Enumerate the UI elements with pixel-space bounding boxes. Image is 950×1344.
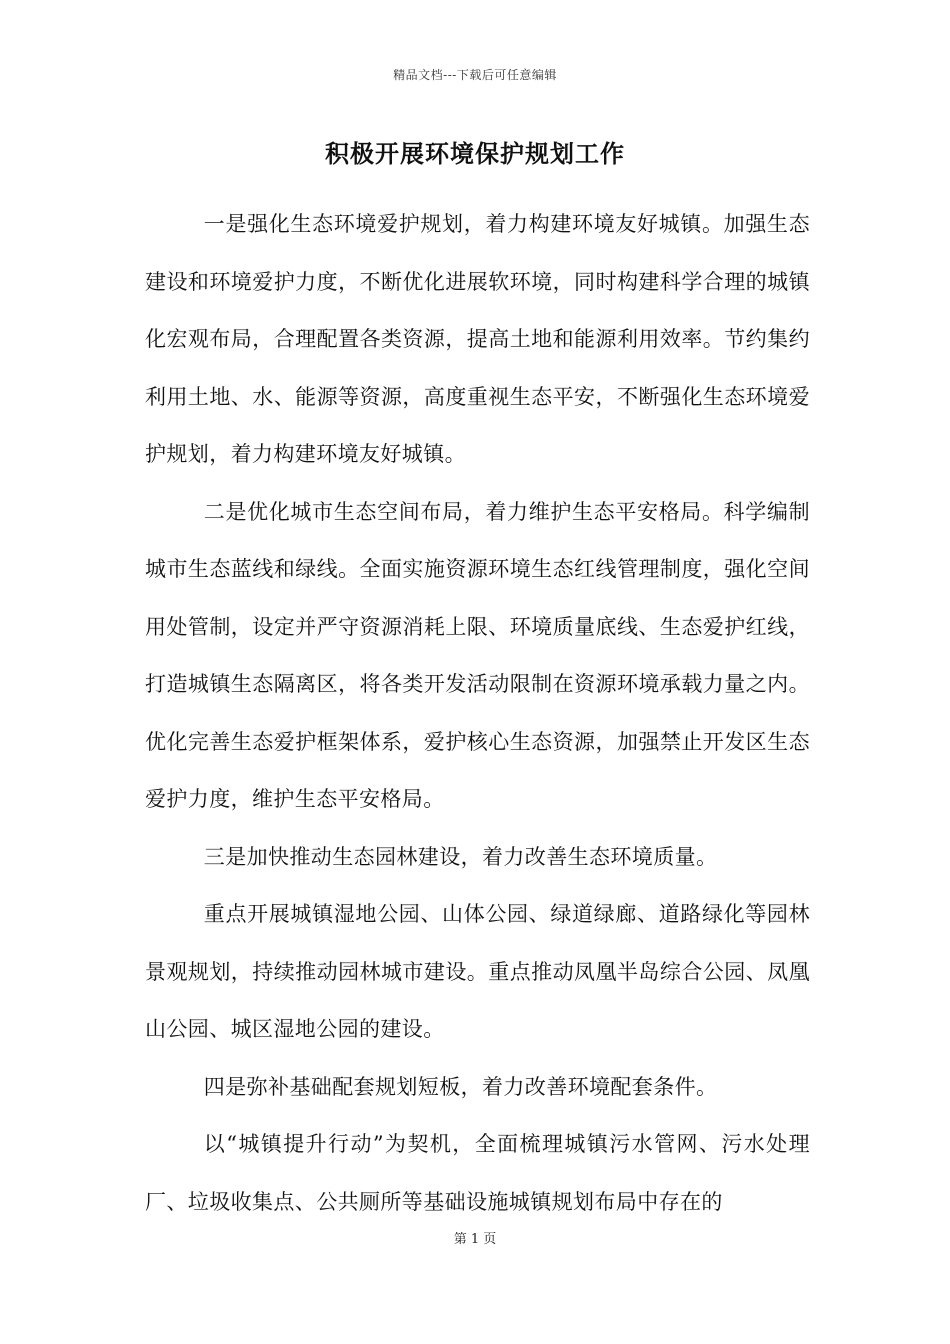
paragraph: 重点开展城镇湿地公园、山体公园、绿道绿廊、道路绿化等园林景观规划，持续推动园林城市建设。重点推动凤凰半岛综合公园、凤凰山公园、城区湿地公园的建设。 (145, 902, 810, 1041)
paragraph: 二是优化城市生态空间布局，着力维护生态平安格局。科学编制城市生态蓝线和绿线。全面实施资源环境生态红线管理制度，强化空间用处管制，设定并严守资源消耗上限、环境质量底线、生态爱护红线，打造城镇生态隔离区，将各类开发活动限制在资源环境承载力量之内。优化完善生态爱护框架体系，爱护核心生态资源，加强禁止开发区生态爱护力度，维护生态平安格局。 (145, 499, 810, 811)
document-title: 积极开展环境保护规划工作 (325, 139, 625, 168)
paragraph: 四是弥补基础配套规划短板，着力改善环境配套条件。 (203, 1074, 718, 1099)
paragraph: 以“城镇提升行动”为契机，全面梳理城镇污水管网、污水处理厂、垃圾收集点、公共厕所等基础设施城镇规划布局中存在的 (145, 1132, 810, 1214)
page-number: 第 1 页 (453, 1232, 497, 1247)
paragraph: 一是强化生态环境爱护规划，着力构建环境友好城镇。加强生态建设和环境爱护力度，不断优化进展软环境，同时构建科学合理的城镇化宏观布局，合理配置各类资源，提高土地和能源利用效率。节约集约利用土地、水、能源等资源，高度重视生态平安，不断强化生态环境爱护规划，着力构建环境友好城镇。 (145, 212, 810, 466)
paragraph: 三是加快推动生态园林建设，着力改善生态环境质量。 (203, 844, 718, 869)
document-body (145, 196, 810, 1231)
page-header: 精品文档---下载后可任意编辑 (393, 68, 557, 82)
